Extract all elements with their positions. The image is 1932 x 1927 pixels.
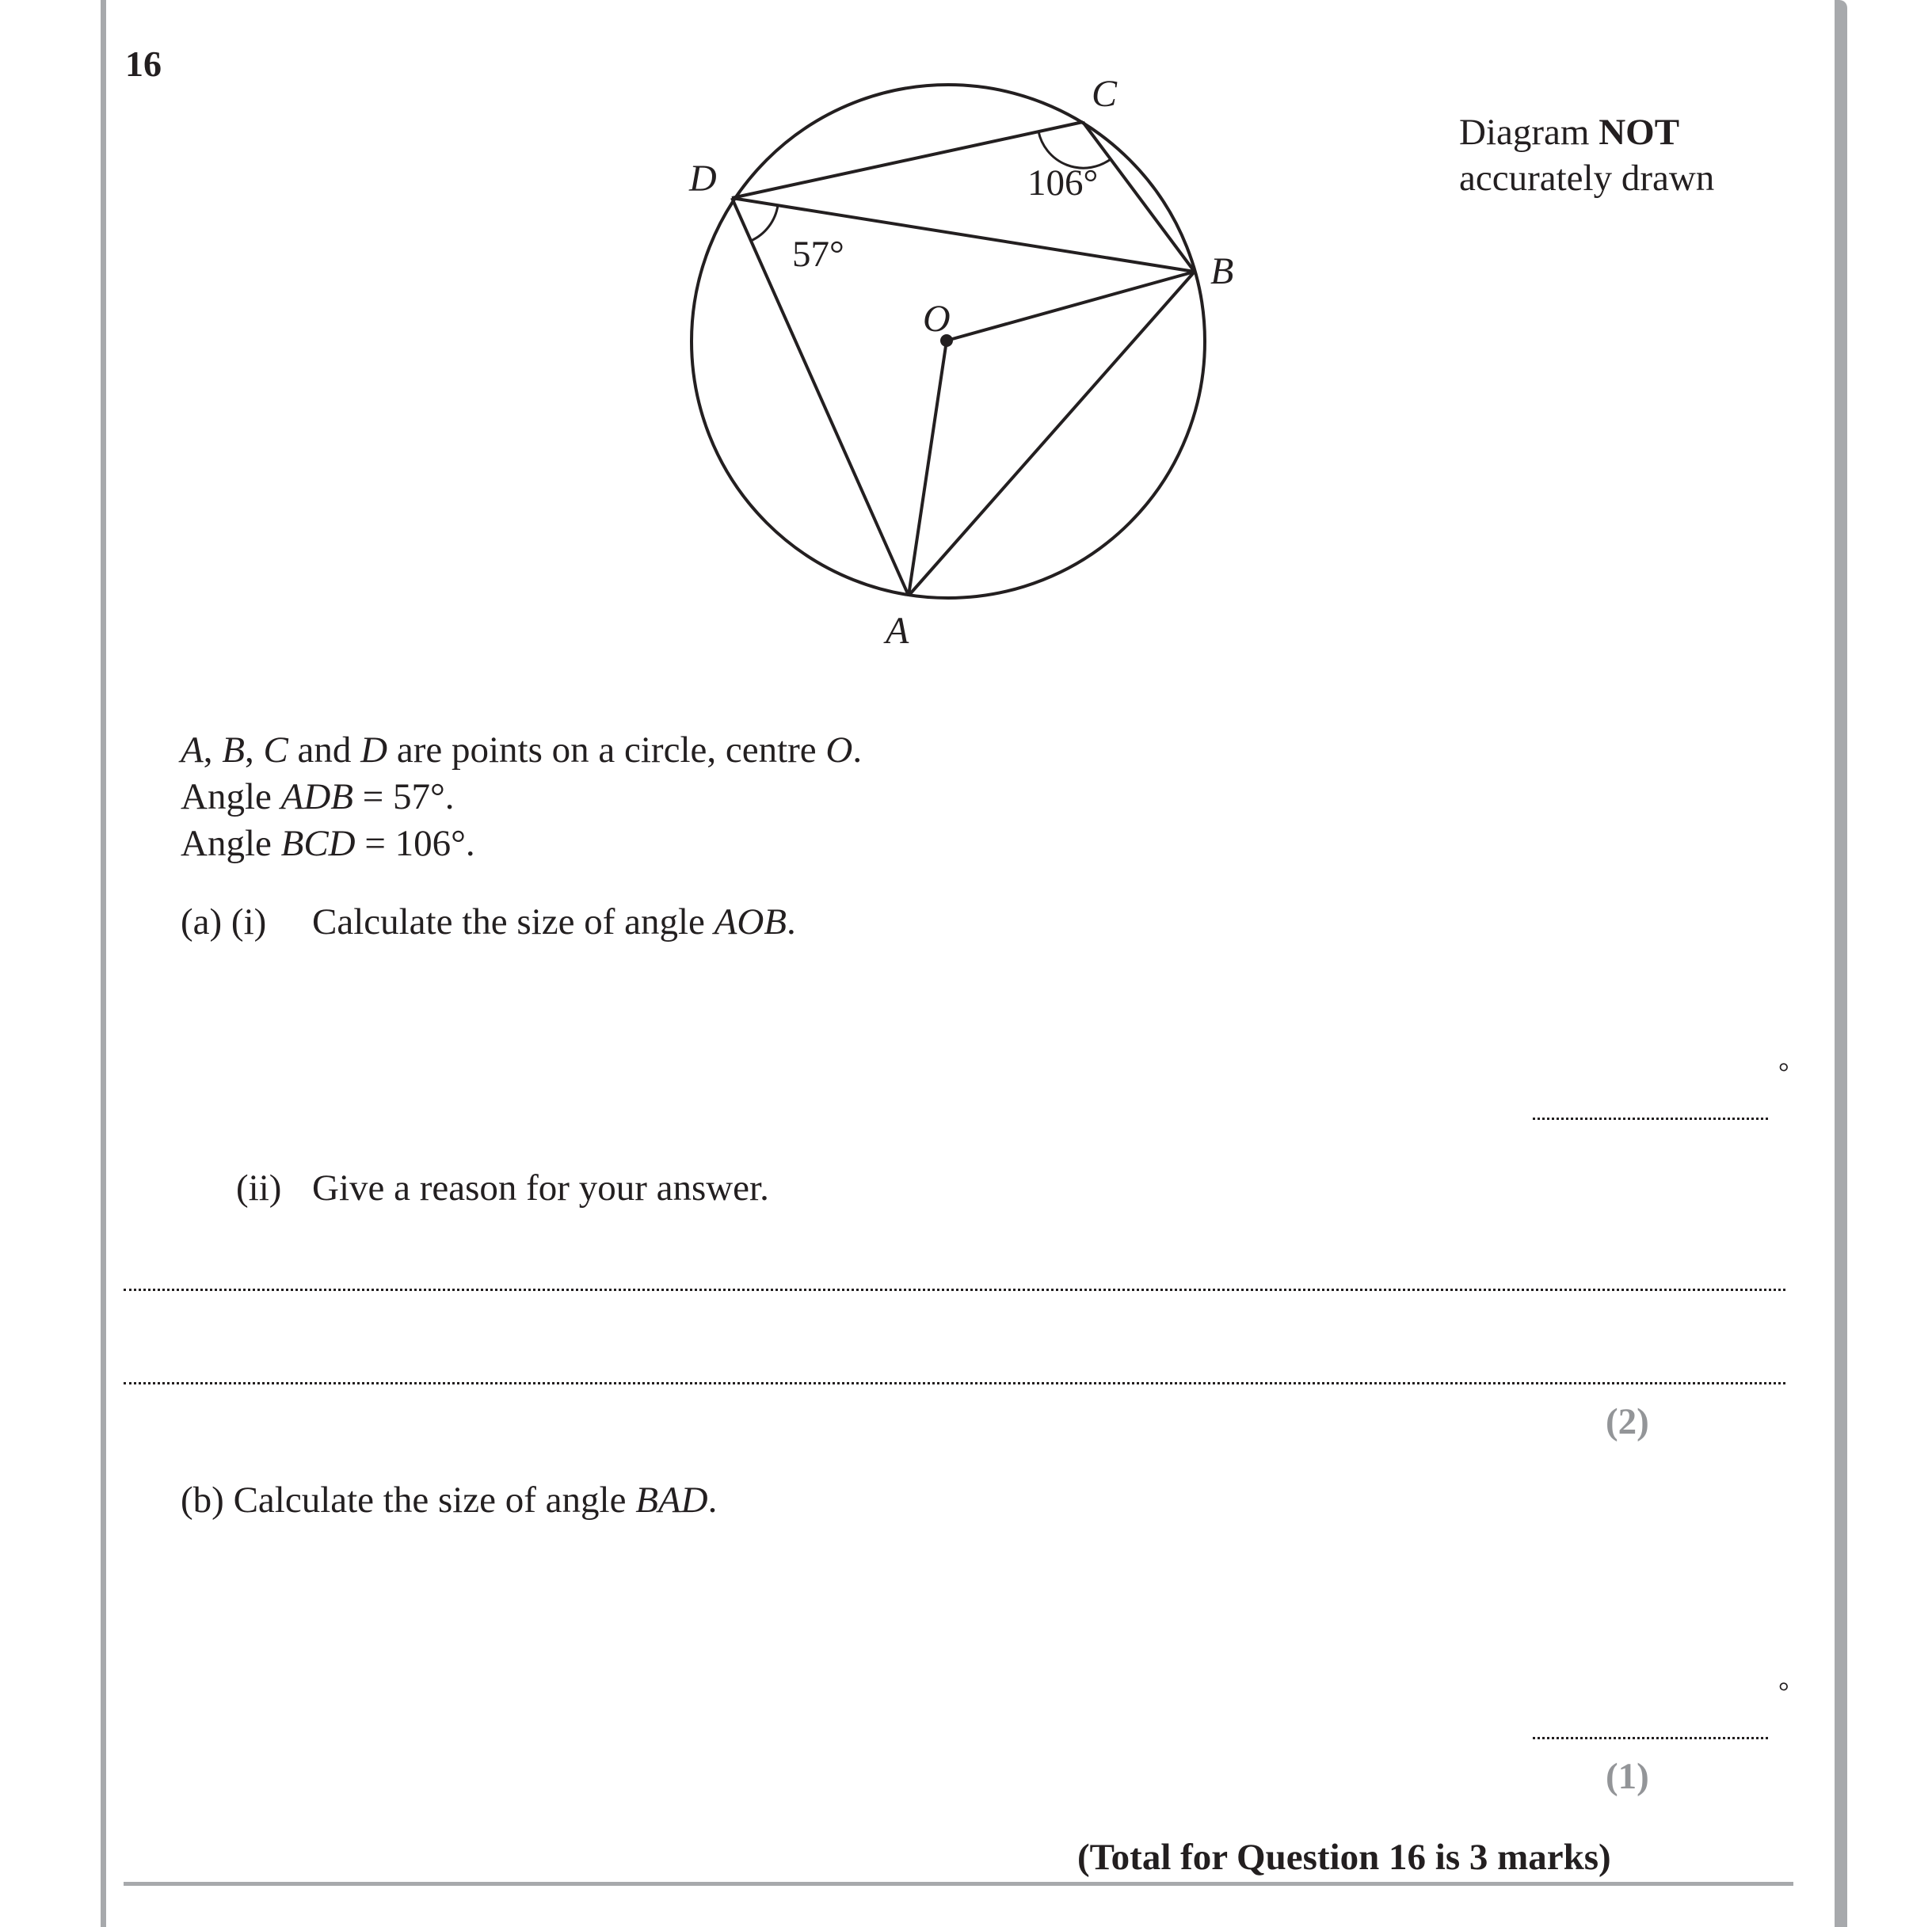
- label-o: O: [923, 298, 951, 340]
- stem-suffix: = 106°.: [355, 823, 475, 864]
- question-end-rule: [124, 1882, 1793, 1886]
- stem-line-2: [181, 774, 862, 821]
- chord-cb: [1083, 122, 1195, 272]
- part-a-i-end: .: [787, 901, 796, 943]
- stem-angle-bcd: BCD: [280, 823, 356, 864]
- label-b: B: [1210, 250, 1234, 292]
- stem-line-1: [181, 727, 862, 774]
- question-stem: [181, 727, 862, 867]
- part-a-i-text: [312, 901, 796, 943]
- question-number: 16: [125, 44, 162, 84]
- stem-point-c: C: [263, 729, 288, 771]
- angle-label-adb: 57°: [792, 234, 844, 275]
- angle-arc-adb: [751, 205, 778, 241]
- stem-sep: and: [288, 729, 361, 771]
- stem-angle-adb: ADB: [280, 776, 353, 817]
- stem-sep: ,: [203, 729, 223, 771]
- part-b-text: [181, 1482, 717, 1519]
- part-a-i-prompt: Calculate the size of angle: [312, 901, 714, 943]
- reason-line-2[interactable]: [124, 1382, 1785, 1384]
- stem-suffix: = 57°.: [353, 776, 455, 817]
- answer-b-degree-unit: °: [1778, 1678, 1789, 1707]
- answer-line-b[interactable]: [1533, 1737, 1768, 1739]
- marks-part-b: (1): [1606, 1756, 1649, 1797]
- label-a: A: [886, 610, 909, 652]
- stem-point-a: A: [181, 729, 204, 771]
- stem-point-d: D: [360, 729, 388, 771]
- radius-ob: [947, 272, 1195, 341]
- stem-point-o: O: [825, 729, 853, 771]
- angle-label-bcd: 106°: [1027, 162, 1099, 204]
- stem-sep: ,: [244, 729, 264, 771]
- answer-a-i-degree-unit: °: [1778, 1058, 1789, 1087]
- part-a-ii-text: Give a reason for your answer.: [312, 1167, 769, 1209]
- part-a-i-label: (a) (i): [181, 901, 267, 943]
- chord-ab: [909, 272, 1195, 596]
- diagram-not-drawn-note: [1459, 109, 1714, 201]
- part-b-angle: BAD: [635, 1480, 708, 1521]
- reason-line-1[interactable]: [124, 1289, 1785, 1291]
- stem-end: .: [852, 729, 863, 771]
- stem-point-b: B: [222, 729, 245, 771]
- stem-sep: are points on a circle, centre: [387, 729, 826, 771]
- note-prefix: Diagram: [1459, 112, 1599, 153]
- part-a-i-angle: AOB: [714, 901, 787, 943]
- part-b-end: .: [707, 1480, 718, 1521]
- stem-prefix: Angle: [181, 823, 281, 864]
- question-total-marks: (Total for Question 16 is 3 marks): [1077, 1837, 1611, 1878]
- label-d: D: [689, 158, 717, 200]
- marks-part-a: (2): [1606, 1401, 1649, 1442]
- label-c: C: [1092, 73, 1118, 115]
- note-line2: accurately drawn: [1459, 158, 1715, 199]
- note-bold: NOT: [1599, 112, 1680, 153]
- part-b-prompt: Calculate the size of angle: [223, 1480, 636, 1521]
- stem-line-3: [181, 821, 862, 867]
- part-b-label: (b): [181, 1480, 224, 1521]
- answer-line-a-i[interactable]: [1533, 1118, 1768, 1120]
- stem-prefix: Angle: [181, 776, 281, 817]
- part-a-ii-label: (ii): [236, 1167, 282, 1209]
